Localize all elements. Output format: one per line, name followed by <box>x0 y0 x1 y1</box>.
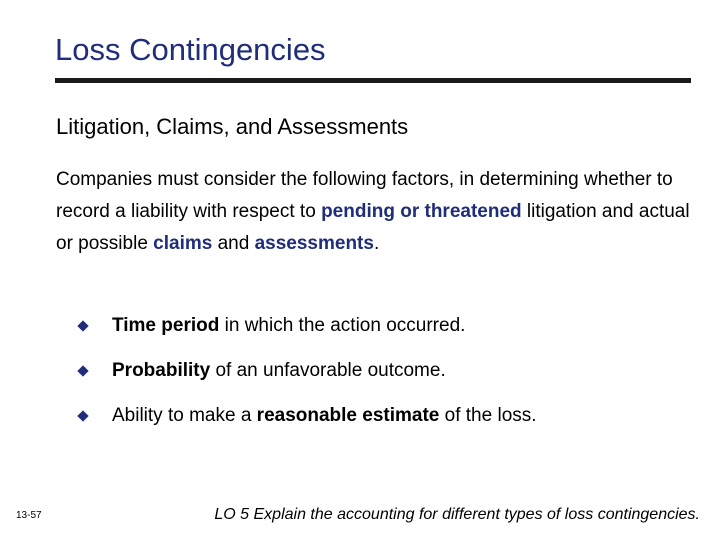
bullet-text <box>112 405 537 427</box>
slide-subtitle: Litigation, Claims, and Assessments <box>56 114 409 139</box>
bullet-rest: of an unfavorable outcome. <box>210 359 446 381</box>
diamond-bullet-icon <box>77 365 88 376</box>
learning-objective-footer: LO 5 Explain the accounting for different types of loss contingencies. <box>214 506 700 523</box>
intro-text-4: . <box>373 233 380 254</box>
intro-highlight-claims: claims <box>153 233 213 254</box>
bullet-text <box>112 360 446 382</box>
list-item <box>76 303 537 348</box>
diamond-bullet-icon <box>77 410 88 421</box>
intro-highlight-pending: pending or threatened <box>321 201 522 222</box>
bullet-bold: Time period <box>112 314 220 336</box>
list-item <box>76 393 537 438</box>
slide-title: Loss Contingencies <box>55 32 326 67</box>
intro-text-2: litigation and actual or possible <box>56 201 690 254</box>
intro-paragraph <box>56 164 696 260</box>
diamond-bullet-icon <box>77 320 88 331</box>
bullet-pre: Ability to make a <box>112 404 257 426</box>
bullet-text <box>112 315 465 337</box>
slide-number: 13-57 <box>16 510 42 521</box>
intro-text-1: Companies must consider the following factors, in determining whether to record a liability with respect to <box>56 169 673 222</box>
title-divider <box>55 78 691 83</box>
bullet-bold: Probability <box>112 359 211 381</box>
intro-text-3: and <box>212 233 255 254</box>
bullet-rest: in which the action occurred. <box>219 314 466 336</box>
list-item <box>76 348 537 393</box>
bullet-bold: reasonable estimate <box>256 404 440 426</box>
bullet-rest: of the loss. <box>439 404 537 426</box>
factor-list <box>76 303 537 438</box>
intro-highlight-assessments: assessments <box>254 233 374 254</box>
